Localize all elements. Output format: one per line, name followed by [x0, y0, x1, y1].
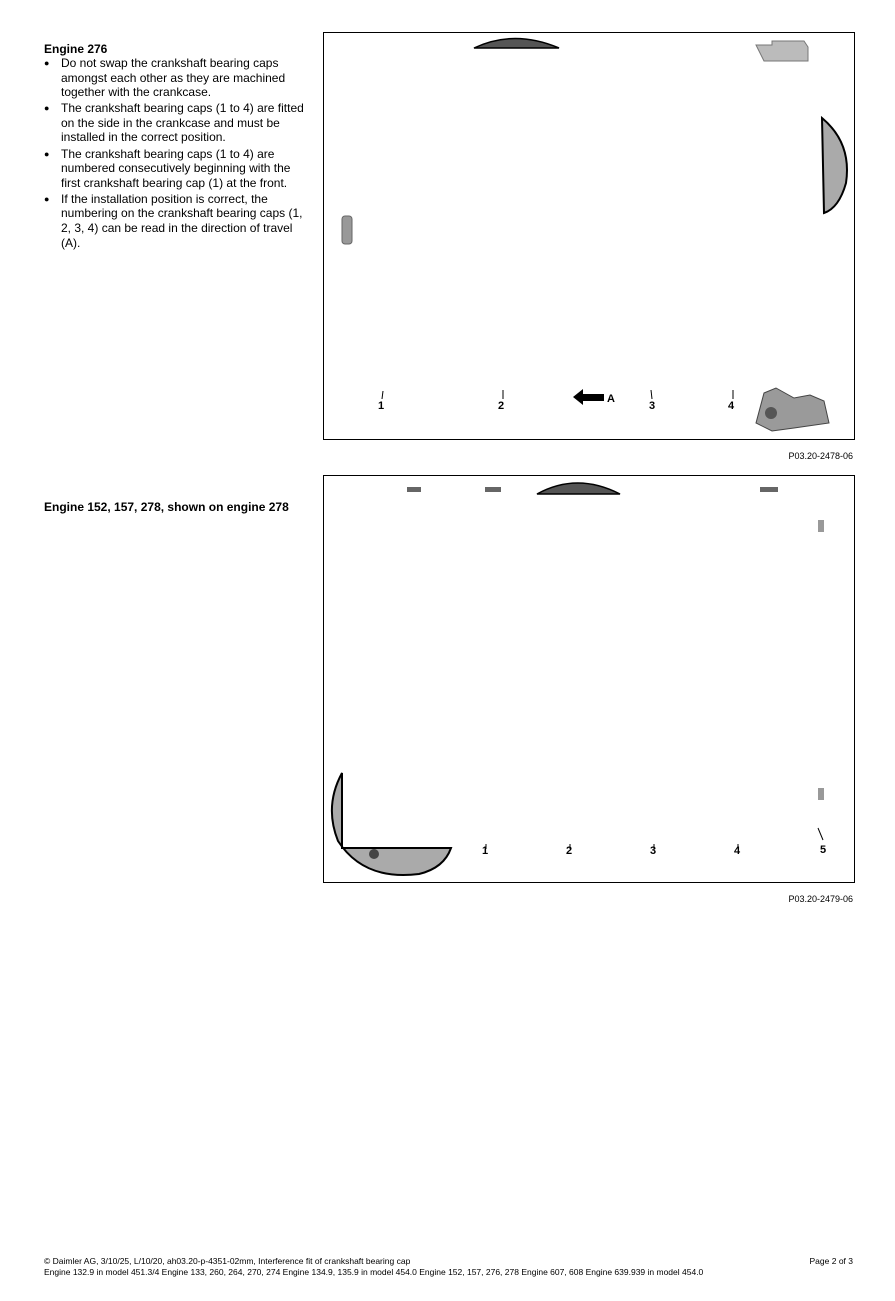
- callout-4: 4: [728, 400, 735, 412]
- callout-3: 3: [649, 400, 656, 412]
- crankcase-illustration: [324, 476, 854, 882]
- callout-1: 1: [378, 400, 385, 412]
- callout-2: 2: [566, 845, 573, 857]
- footer-copyright: © Daimler AG, 3/10/25, L/10/20, ah03.20-p-4351-02mm, Interference fit of crankshaft bearing cap: [44, 1256, 411, 1266]
- arrow-left-icon: [573, 389, 604, 405]
- footer-engine-list: Engine 132.9 in model 451.3/4 Engine 133, 260, 264, 270, 274 Engine 134.9, 135.9 in model 454.0 Engine 152, 157, 276, 278 Engine 607, 608 Engine 639.939 in model 454.0: [44, 1266, 704, 1277]
- instruction-list: [44, 56, 306, 252]
- instruction-item: ● Do not swap the crankshaft bearing caps amongst each other as they are machined together with the crankcase.: [44, 56, 306, 100]
- section-heading-engine-276: Engine 276: [44, 42, 108, 56]
- footer-info: [44, 1256, 703, 1277]
- instruction-item: ● The crankshaft bearing caps (1 to 4) are fitted on the side in the crankcase and must be installed in the correct position.: [44, 101, 306, 145]
- figure-caption: P03.20-2478-06: [788, 451, 853, 461]
- instruction-item: ● If the installation position is correct, the numbering on the crankshaft bearing caps (1, 2, 3, 4) can be read in the direction of travel (A).: [44, 192, 306, 250]
- crankcase-illustration: [324, 33, 854, 439]
- page-number: Page 2 of 3: [809, 1256, 853, 1266]
- figure-engine-276-bearing-caps: [323, 32, 855, 440]
- callout-4: 4: [734, 845, 741, 857]
- figure-caption: P03.20-2479-06: [788, 894, 853, 904]
- callout-2: 2: [498, 400, 505, 412]
- callout-5: 5: [820, 844, 827, 856]
- callout-1: 1: [482, 845, 489, 857]
- figure-engine-278-bearing-caps: [323, 475, 855, 883]
- section-heading-engine-152-157-278: Engine 152, 157, 278, shown on engine 278: [44, 500, 289, 514]
- instruction-item: ● The crankshaft bearing caps (1 to 4) are numbered consecutively beginning with the first crankshaft bearing cap (1) at the front.: [44, 147, 306, 191]
- callout-a: A: [607, 393, 615, 405]
- callout-3: 3: [650, 845, 657, 857]
